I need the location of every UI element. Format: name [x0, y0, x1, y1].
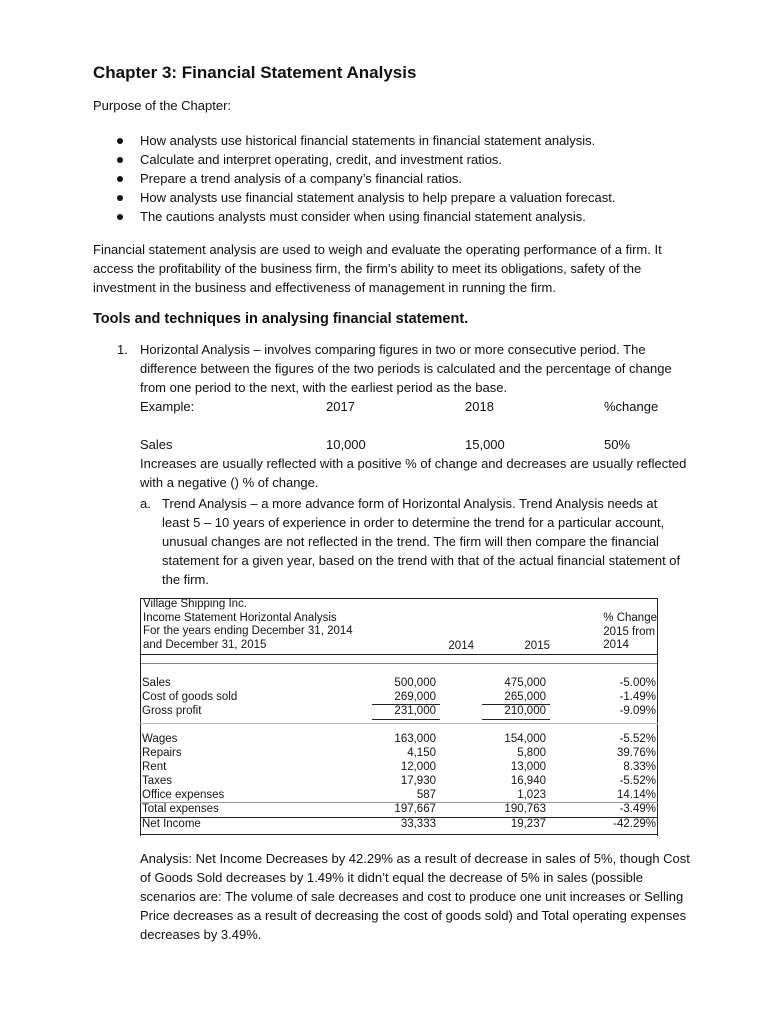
bullet-icon	[117, 157, 123, 163]
purpose-label: Purpose of the Chapter:	[93, 98, 232, 113]
company-name: Village Shipping Inc.	[143, 598, 247, 610]
example-change-header: %change	[604, 399, 659, 414]
sales-2017: 10,000	[326, 437, 366, 452]
col-header-2015: 2015	[524, 640, 550, 652]
list-item: The cautions analysts must consider when using financial statement analysis.	[93, 207, 615, 226]
gross-profit-rule-2015	[482, 719, 550, 720]
analysis-paragraph: Analysis: Net Income Decreases by 42.29% as a result of decrease in sales of 5%, though Cost of Goods Sold decreases by 1.49% it didn’t equal the decrease of 5% in sales (possible scenarios are: The volume of sale decreases and cost to produce one unit increases or Selling Price decreases as a result of decreasing the cost of goods sold) and Total operating expenses decreases by 3.49%.	[140, 851, 690, 942]
list-item: How analysts use historical financial statements in financial statement analysis.	[93, 131, 615, 150]
gross-profit-rule-2014	[372, 719, 440, 720]
item-text: Horizontal Analysis – involves comparing figures in two or more consecutive period. The difference between the figures of the two periods is calculated and the percentage of change from one period to the next, with the earliest period as the base.	[140, 342, 672, 395]
statement-title: Income Statement Horizontal Analysis	[143, 611, 337, 624]
sales-label: Sales	[140, 437, 173, 452]
col-header-2014: 2014	[448, 640, 474, 652]
example-label: Example:	[140, 399, 195, 414]
bullet-icon	[117, 214, 123, 220]
bullet-icon	[117, 138, 123, 144]
table-right-border	[657, 598, 658, 836]
sales-2018: 15,000	[465, 437, 505, 452]
header-bottom-rule	[140, 654, 658, 655]
example-year-2017: 2017	[326, 399, 355, 414]
purpose-list	[93, 131, 615, 226]
table-header-block	[140, 598, 399, 652]
sales-change: 50%	[604, 437, 631, 452]
table-bottom-rule	[140, 834, 658, 835]
bullet-icon	[117, 195, 123, 201]
intro-paragraph: Financial statement analysis are used to weigh and evaluate the operating performance of a firm. It access the profitability of the business firm, the firm’s ability to meet its obligations, safety of the investment in the business and effectiveness of management in running the firm.	[93, 242, 662, 295]
sub-item-text: Trend Analysis – a more advance form of Horizontal Analysis. Trend Analysis needs at least 5 – 10 years of experience in order to determine the trend for a particular account, unusual changes are not reflected in the trend. The firm will then compare the financial statement for a given year, based on the trend with that of the actual financial statement of the firm.	[162, 496, 681, 587]
page-title: Chapter 3: Financial Statement Analysis	[93, 63, 417, 82]
period-line-1: For the years ending December 31, 2014	[143, 625, 353, 638]
list-item: How analysts use financial statement analysis to help prepare a valuation forecast.	[93, 188, 615, 207]
header-secondary-rule	[140, 663, 658, 664]
item-number: 1.	[117, 342, 128, 357]
list-item: Calculate and interpret operating, credit, and investment ratios.	[93, 150, 615, 169]
table-top-rule	[140, 598, 658, 599]
bullet-icon	[117, 176, 123, 182]
section-heading: Tools and techniques in analysing financial statement.	[93, 311, 469, 327]
sub-item-letter: a.	[140, 496, 151, 511]
list-item: Prepare a trend analysis of a company’s financial ratios.	[93, 169, 615, 188]
example-year-2018: 2018	[465, 399, 494, 414]
horizontal-analysis-table: Village Shipping Inc. Income Statement Horizontal Analysis For the years ending December 31, 2014 and December 31, 2015 2014 2015 % Change 2015 from 2014 Sales 500,000 475,000 -5.00% Cost of goods sold 269,000 265,000 -1.49% Gross profit 231,000 210,000 -9.09% Wages 163,000 154,000 -5.52% Repairs 4,150 5,800 39.76% Rent 12,000 13,000 8.33% Taxes 17,930 16,940 -5.52% Office expenses 587 1,023 14.14% Total expenses 197,667 190,763 -3.49% Net Income 33,333 19,237 -42.29%	[140, 598, 660, 838]
period-line-2: and December 31, 2015	[143, 638, 267, 651]
group-divider	[140, 723, 658, 724]
table-left-border	[140, 598, 141, 836]
change-note: Increases are usually reflected with a positive % of change and decreases are usually reflected with a negative () % of change.	[140, 456, 687, 490]
col-header-pct-change: % Change 2015 from 2014	[603, 612, 657, 652]
